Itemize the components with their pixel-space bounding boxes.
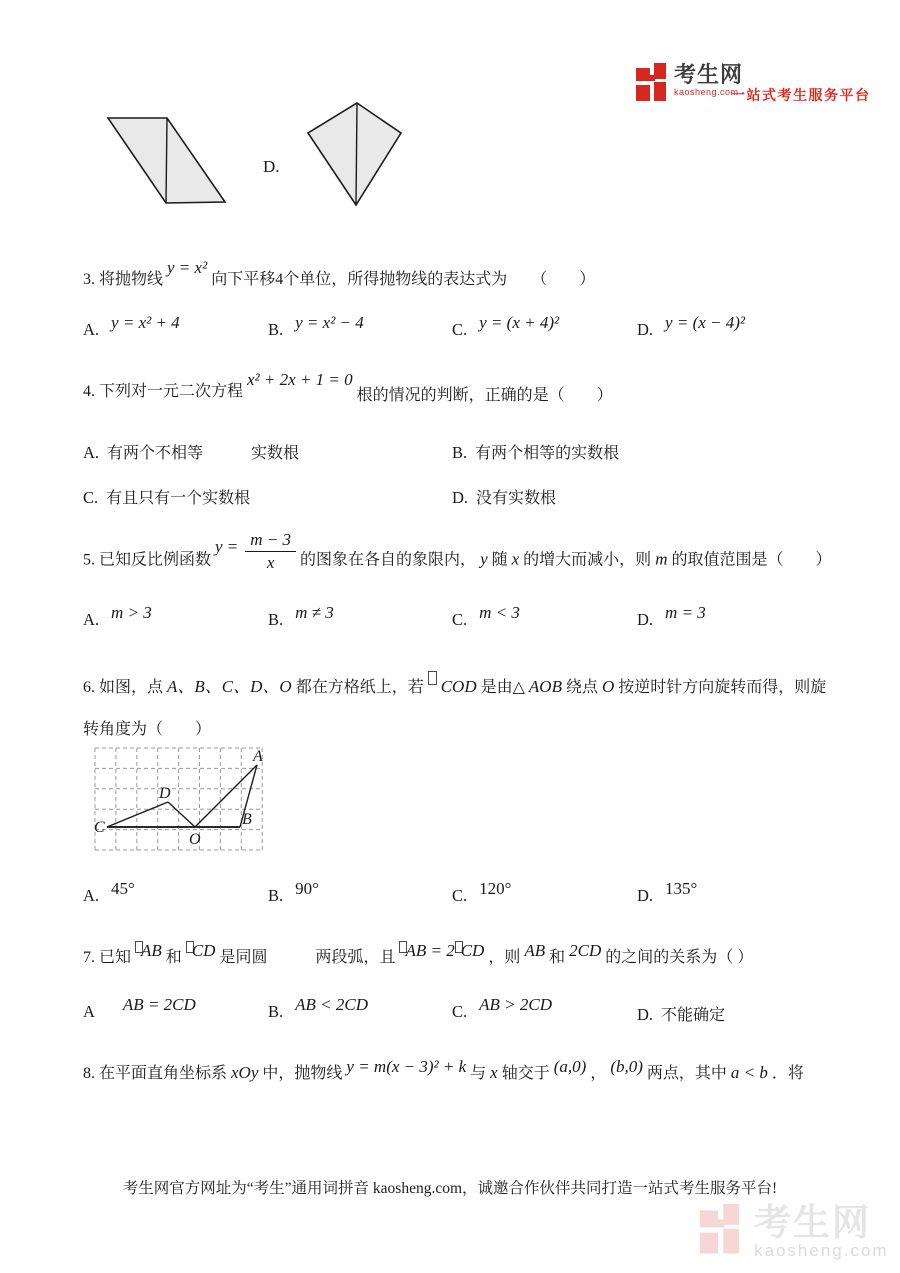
variable: m <box>655 549 668 569</box>
kaosheng-logo <box>636 63 743 103</box>
watermark-domain: kaosheng.com <box>754 1241 889 1260</box>
question-text: 将抛物线 <box>99 271 164 288</box>
option-c: C. 有且只有一个实数根 <box>83 488 251 507</box>
option-a: A. 有两个不相等 实数根 <box>83 443 300 462</box>
option-b: B. AB < 2CD <box>268 995 368 1021</box>
variable: O <box>601 677 615 696</box>
option-a: A. y = x² + 4 <box>83 313 180 339</box>
grid-lines <box>95 748 262 850</box>
kaosheng-h-blocks-icon <box>636 63 670 103</box>
kite-shape <box>308 103 401 205</box>
question-number: 8. <box>83 1065 95 1082</box>
kite-divider-line <box>356 103 357 205</box>
formula: y = x² <box>167 258 208 277</box>
question-text: ．将 <box>771 1065 804 1082</box>
question-number: 4. <box>83 383 95 400</box>
option-c: C. m < 3 <box>452 603 520 629</box>
rotation-grid-figure <box>93 744 278 859</box>
option-d: D. 不能确定 <box>637 1005 726 1024</box>
label-c: C <box>94 819 105 836</box>
arc-cd: CD <box>191 941 216 960</box>
arc-ab: AB <box>141 941 162 960</box>
fraction-numerator: m − 3 <box>245 530 296 552</box>
question-6-options <box>83 879 863 926</box>
question-text: 根的情况的判断，正确的是（ ） <box>356 387 613 404</box>
option-a: A AB = 2CD <box>83 995 196 1021</box>
logo-title: 考生网 <box>674 62 744 87</box>
question-8 <box>83 1057 843 1083</box>
question-7-options <box>83 995 863 1042</box>
option-d: D. 135° <box>637 879 698 905</box>
question-text: ，则 <box>488 949 521 966</box>
question-text: 如图，点 <box>99 679 164 696</box>
chord-2cd: 2CD <box>569 941 602 960</box>
label-a: A <box>253 748 263 765</box>
arc-equation-right: CD <box>460 941 485 960</box>
coordinate-system: xOy <box>231 1063 259 1082</box>
question-text: 与 <box>470 1065 487 1082</box>
point-names: A、B、C、D、O <box>167 677 292 696</box>
formula: x² + 2x + 1 = 0 <box>247 370 353 389</box>
fraction <box>245 530 296 572</box>
question-4 <box>83 370 843 404</box>
question-text: 的取值范围是（ ） <box>671 551 832 569</box>
chord-ab: AB <box>524 941 546 960</box>
question-text: 是同圆 两段弧，且 <box>219 949 396 966</box>
point-a: (a,0) <box>553 1057 587 1076</box>
question-5 <box>83 530 843 582</box>
question-3-options <box>83 313 863 360</box>
watermark-title: 考生网 <box>754 1202 871 1243</box>
question-7 <box>83 941 843 967</box>
question-text: 的增大而减小，则 <box>523 551 652 569</box>
question-text: 随 <box>491 551 508 569</box>
option-d-label: D. <box>263 157 280 176</box>
question-text: 按逆时针方向旋转而得，则旋 <box>618 679 827 696</box>
option-b: B. y = x² − 4 <box>268 313 364 339</box>
question-4-options-row1 <box>83 440 863 470</box>
question-text: 在平面直角坐标系 <box>99 1065 228 1082</box>
question-text: 转角度为（ ） <box>83 721 212 738</box>
question-text: 中，抛物线 <box>262 1065 343 1082</box>
question-number: 7. <box>83 949 95 966</box>
answer-figures-illustration <box>95 95 410 215</box>
segment-do <box>168 802 195 827</box>
question-text: 的之间的关系为（ ） <box>605 949 754 966</box>
label-b: B <box>242 811 252 828</box>
option-c: C. AB > 2CD <box>452 995 552 1021</box>
question-text: 两点，其中 <box>646 1065 727 1082</box>
option-d: D. m = 3 <box>637 603 706 629</box>
question-text: 绕点 <box>565 679 598 696</box>
question-text: 和 <box>549 949 566 966</box>
question-text: 已知 <box>99 949 132 966</box>
formula-lead: y = <box>215 536 239 556</box>
question-text: 和 <box>165 949 182 966</box>
point-b: (b,0) <box>610 1057 643 1076</box>
option-b: B. 有两个相等的实数根 <box>452 443 620 462</box>
variable: x <box>490 1063 498 1082</box>
question-text: 已知反比例函数 <box>99 551 212 569</box>
logo-tagline: 一站式考生服务平台 <box>731 87 871 103</box>
parallelogram-divider-line <box>166 118 167 203</box>
question-text: 轴交于 <box>501 1065 550 1082</box>
question-number: 3. <box>83 271 95 288</box>
question-number: 6. <box>83 679 95 696</box>
option-d: D. y = (x − 4)² <box>637 313 745 339</box>
kaosheng-h-blocks-watermark-icon <box>698 1204 746 1256</box>
question-6-line2 <box>83 716 843 739</box>
question-text: 下列对一元二次方程 <box>99 383 244 400</box>
question-6-line1 <box>83 672 843 697</box>
fraction-denominator: x <box>266 552 275 572</box>
label-d: D <box>159 785 171 802</box>
question-text: 的图象在各自的象限内， <box>300 551 477 569</box>
question-text: 都在方格纸上，若 <box>295 679 424 696</box>
option-d: D. 没有实数根 <box>452 488 557 507</box>
label-o: O <box>189 831 201 848</box>
question-text: ， <box>590 1065 607 1082</box>
option-b: B. m ≠ 3 <box>268 603 334 629</box>
arc-equation-left: AB = 2 <box>405 941 455 960</box>
missing-triangle-glyph <box>428 671 437 685</box>
question-4-options-row2 <box>83 485 863 515</box>
option-c: C. y = (x + 4)² <box>452 313 560 339</box>
inequality: a < b <box>730 1063 768 1082</box>
question-text: 是由△ <box>480 679 525 696</box>
triangle-cod: COD <box>440 677 477 696</box>
question-3 <box>83 258 843 289</box>
kaosheng-watermark <box>698 1204 889 1260</box>
question-text: 向下平移4个单位，所得抛物线的表达式为 （ ） <box>211 271 596 288</box>
option-b: B. 90° <box>268 879 319 905</box>
question-5-options <box>83 603 863 650</box>
question-number: 5. <box>83 551 95 569</box>
option-a: A. m > 3 <box>83 603 152 629</box>
option-c: C. 120° <box>452 879 512 905</box>
variable: x <box>511 549 520 569</box>
logo-domain: kaosheng.com <box>674 87 739 97</box>
footer-note: 考生网官方网址为“考生”通用词拼音 kaosheng.com，诚邀合作伙伴共同打造一站式考生服务平台! <box>122 1180 778 1197</box>
parabola-formula: y = m(x − 3)² + k <box>346 1057 467 1076</box>
triangle-aob: AOB <box>528 677 562 696</box>
option-a: A. 45° <box>83 879 135 905</box>
variable: y <box>480 549 488 569</box>
